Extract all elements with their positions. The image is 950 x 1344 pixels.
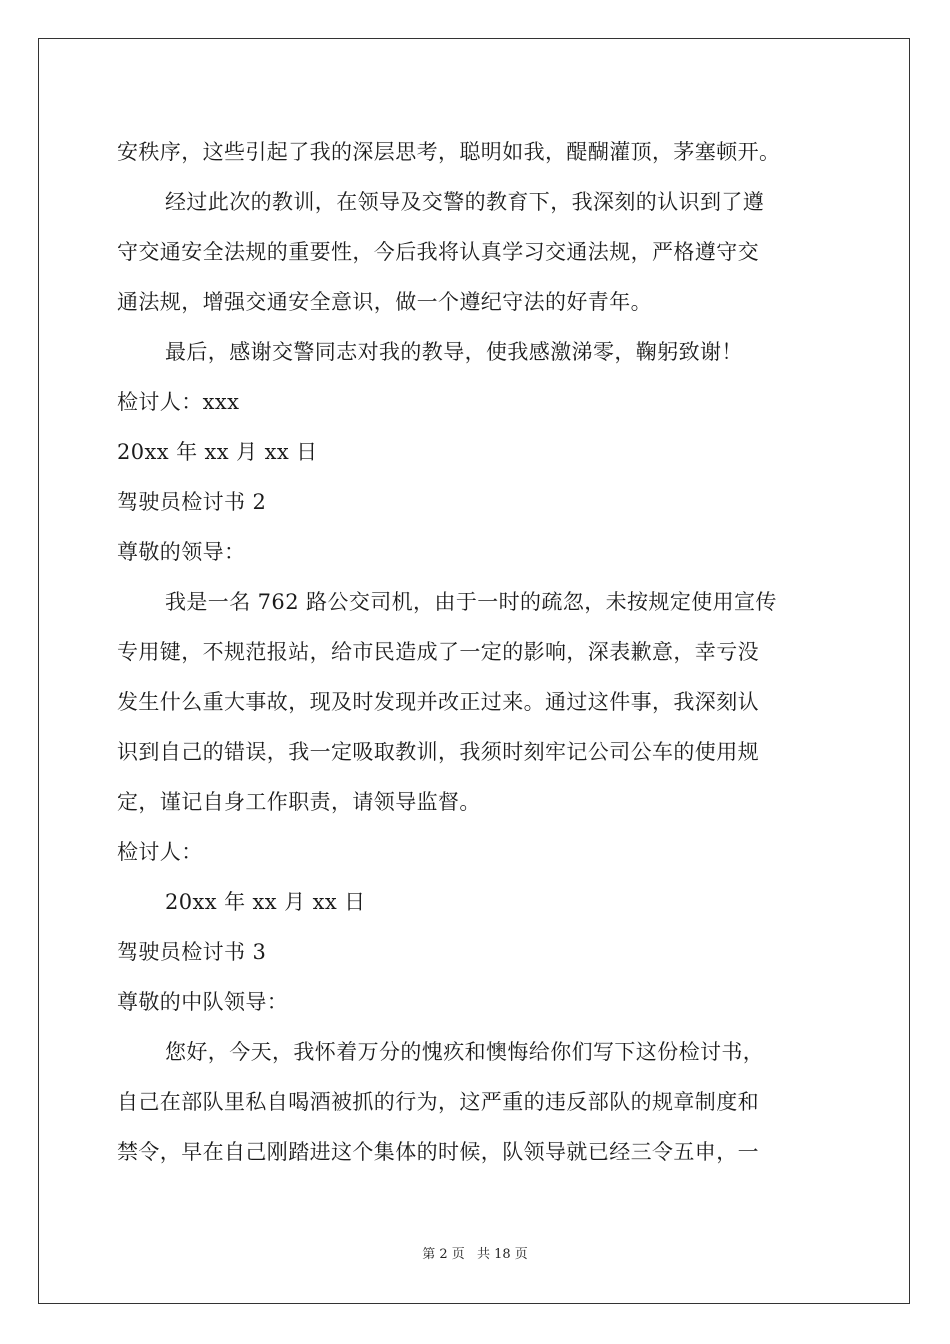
text-line: 通法规，增强交通安全意识，做一个遵纪守法的好青年。 xyxy=(117,290,652,314)
text-line: 最后，感谢交警同志对我的教导，使我感激涕零，鞠躬致谢！ xyxy=(165,340,743,364)
date-line: 20xx 年 xx 月 xx 日 xyxy=(165,890,366,914)
text-line: 自己在部队里私自喝酒被抓的行为，这严重的违反部队的规章制度和 xyxy=(117,1090,759,1114)
text-line: 守交通安全法规的重要性，今后我将认真学习交通法规，严格遵守交 xyxy=(117,240,759,264)
page-number: 第 2 页 xyxy=(422,1247,465,1262)
salutation: 尊敬的中队领导： xyxy=(117,990,289,1014)
section-title: 驾驶员检讨书 2 xyxy=(117,490,267,514)
date-line: 20xx 年 xx 月 xx 日 xyxy=(117,440,318,464)
text-line: 定，谨记自身工作职责，请领导监督。 xyxy=(117,790,481,814)
text-line: 您好，今天，我怀着万分的愧疚和懊悔给你们写下这份检讨书， xyxy=(165,1040,765,1064)
text-line: 发生什么重大事故，现及时发现并改正过来。通过这件事，我深刻认 xyxy=(117,690,759,714)
text-line: 经过此次的教训，在领导及交警的教育下，我深刻的认识到了遵 xyxy=(165,190,765,214)
page-total: 共 18 页 xyxy=(476,1247,528,1262)
signature-line: 检讨人：xxx xyxy=(117,390,240,414)
page-footer xyxy=(0,1243,950,1262)
text-line: 安秩序，这些引起了我的深层思考，聪明如我，醍醐灌顶，茅塞顿开。 xyxy=(117,140,781,164)
text-line: 禁令，早在自己刚踏进这个集体的时候，队领导就已经三令五申，一 xyxy=(117,1140,759,1164)
signature-line: 检讨人： xyxy=(117,840,203,864)
section-title: 驾驶员检讨书 3 xyxy=(117,940,267,964)
salutation: 尊敬的领导： xyxy=(117,540,246,564)
text-line: 我是一名 762 路公交司机，由于一时的疏忽，未按规定使用宣传 xyxy=(165,590,777,614)
text-line: 识到自己的错误，我一定吸取教训，我须时刻牢记公司公车的使用规 xyxy=(117,740,759,764)
document-body xyxy=(117,127,837,1177)
text-line: 专用键，不规范报站，给市民造成了一定的影响，深表歉意，幸亏没 xyxy=(117,640,759,664)
